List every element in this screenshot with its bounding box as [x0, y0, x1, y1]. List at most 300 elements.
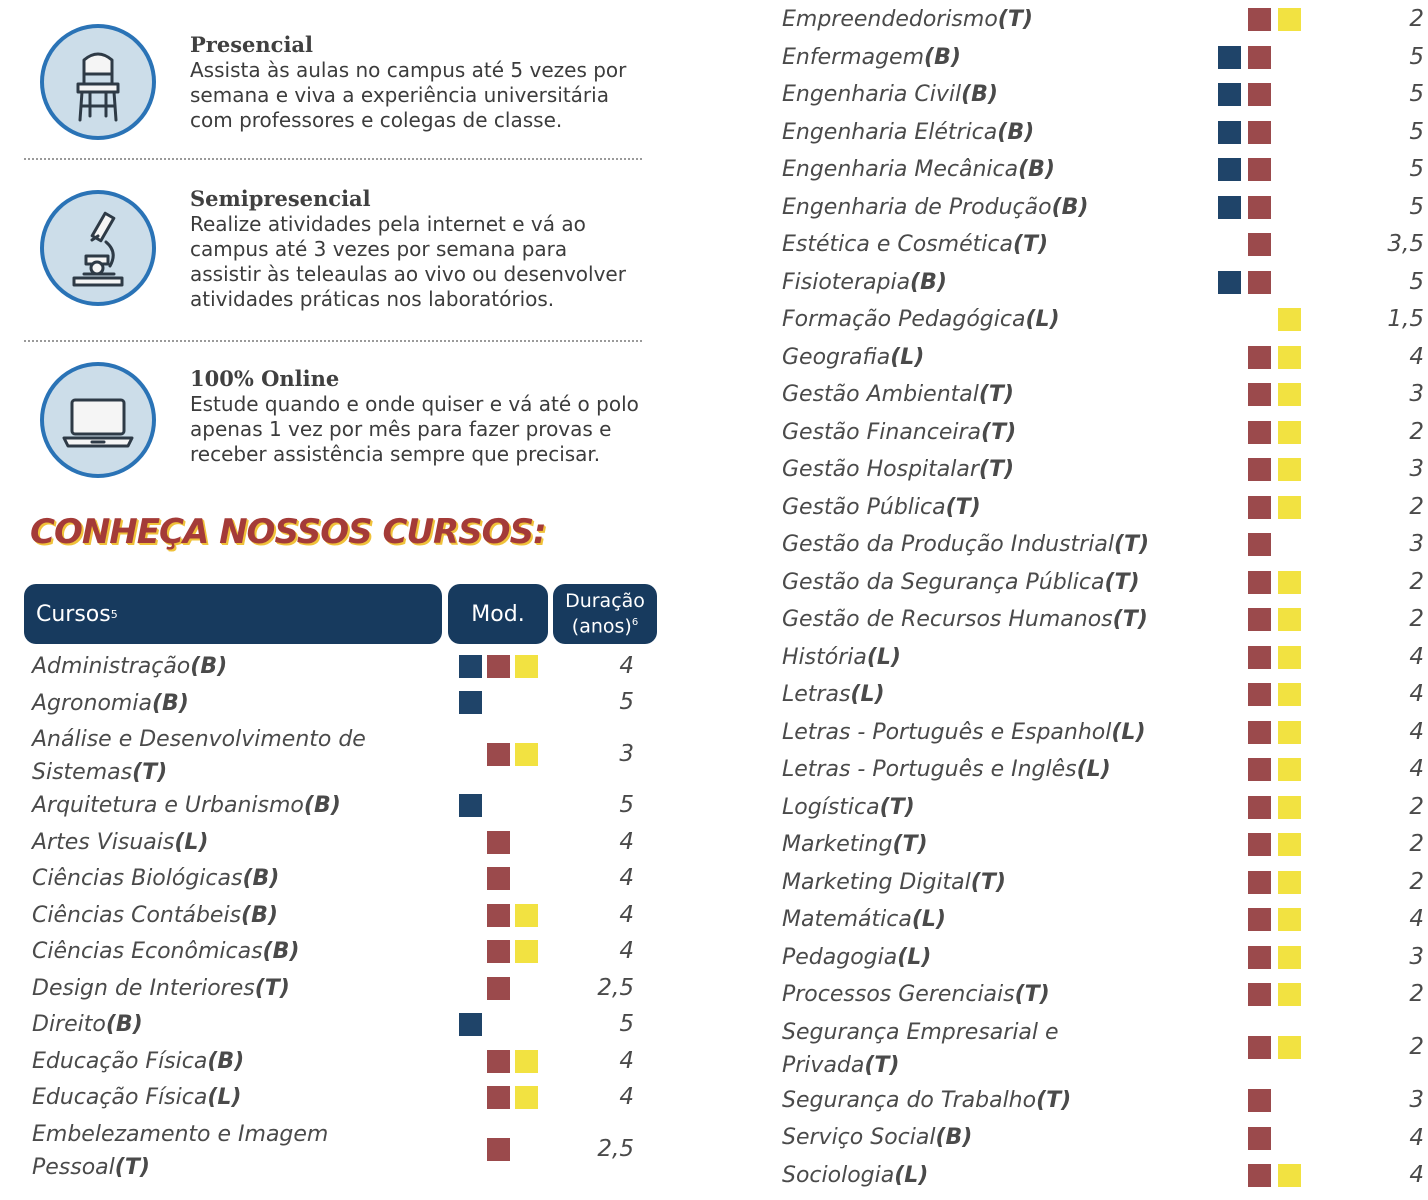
course-row — [782, 791, 1422, 829]
modality-square-b — [459, 691, 482, 714]
course-type: (L) — [207, 1085, 242, 1111]
course-type: (T) — [114, 1154, 150, 1180]
modality-square-p — [1248, 758, 1271, 781]
modality-square-p — [1248, 833, 1271, 856]
mode-title: Semipresencial — [190, 186, 371, 211]
laptop-icon — [40, 362, 156, 478]
course-name-text: Engenharia Civil — [782, 82, 962, 107]
course-type: (L) — [890, 344, 925, 370]
course-row — [32, 687, 642, 724]
course-row — [782, 266, 1422, 304]
course-name — [782, 641, 901, 674]
course-name-line2: Sistemas — [32, 760, 133, 785]
modality-square-y — [1278, 571, 1301, 594]
course-duration: 5 — [1409, 268, 1424, 295]
course-duration: 4 — [1409, 1124, 1424, 1151]
course-duration: 4 — [619, 865, 634, 892]
modality-square-y — [1278, 908, 1301, 931]
modality-square-p — [487, 655, 510, 678]
course-row — [782, 753, 1422, 791]
modality-square-p — [1248, 196, 1271, 219]
header-dur-line1: Duração — [565, 589, 645, 612]
course-name — [782, 978, 1050, 1011]
course-row — [32, 862, 642, 899]
modality-square-y — [1278, 646, 1301, 669]
modality-square-p — [487, 940, 510, 963]
course-name-text: Gestão Hospitalar — [782, 457, 979, 482]
modality-square-p — [1248, 233, 1271, 256]
chair-icon — [40, 24, 156, 140]
course-row — [32, 1081, 642, 1118]
modality-square-p — [1248, 533, 1271, 556]
course-type: (L) — [1076, 757, 1111, 782]
modality-square-b — [1218, 46, 1241, 69]
modality-square-y — [1278, 308, 1301, 331]
course-duration: 2 — [1409, 568, 1424, 595]
course-type: (T) — [997, 7, 1033, 32]
course-duration: 3 — [1409, 1087, 1424, 1113]
course-name-text: Segurança do Trabalho — [782, 1087, 1037, 1113]
course-name — [782, 716, 1146, 749]
course-duration: 4 — [619, 901, 634, 928]
modality-square-p — [487, 977, 510, 1000]
mode-semipresencial — [0, 186, 660, 326]
course-name-text: Letras - Português e Inglês — [782, 757, 1077, 782]
course-row — [32, 650, 642, 687]
course-name-text: Direito — [32, 1012, 106, 1038]
course-type: (B) — [935, 1125, 973, 1151]
course-duration: 4 — [619, 1047, 634, 1074]
course-type: (B) — [303, 793, 341, 819]
course-type: (B) — [241, 902, 278, 928]
mode-desc-line: Realize atividades pela internet e vá ao — [190, 212, 586, 236]
course-type: (L) — [1111, 719, 1146, 745]
modality-square-y — [515, 940, 538, 963]
course-duration: 3 — [619, 740, 634, 767]
course-duration: 5 — [1409, 193, 1424, 220]
course-name — [782, 116, 1034, 149]
modality-square-y — [1278, 833, 1301, 856]
course-name-line1: Segurança Empresarial e — [782, 1019, 1059, 1045]
course-name-line1: Embelezamento e Imagem — [32, 1121, 329, 1147]
course-name-text: Marketing — [782, 832, 893, 857]
course-name — [782, 828, 928, 861]
course-type: (B) — [207, 1048, 245, 1074]
course-duration: 2 — [1409, 793, 1424, 820]
course-row — [782, 903, 1422, 941]
mode-presencial — [0, 24, 660, 154]
modality-square-y — [1278, 1164, 1301, 1187]
mode-desc-line: Assista às aulas no campus até 5 vezes por — [190, 58, 627, 82]
modality-square-p — [1248, 1089, 1271, 1112]
modality-square-p — [1248, 1127, 1271, 1150]
course-duration: 1,5 — [1387, 306, 1424, 333]
course-name — [782, 378, 1014, 411]
modality-square-p — [1248, 646, 1271, 669]
modality-square-y — [1278, 383, 1301, 406]
modality-square-p — [487, 904, 510, 927]
modality-square-y — [1278, 983, 1301, 1006]
mode-desc-line: campus até 3 vezes por semana para — [190, 237, 568, 261]
modality-square-b — [1218, 83, 1241, 106]
course-name-text: Ciências Econômicas — [32, 939, 263, 965]
course-name-text: Agronomia — [32, 690, 152, 716]
course-type: (B) — [242, 866, 280, 892]
course-name-text: Engenharia de Produção — [782, 194, 1052, 220]
modality-square-p — [487, 1086, 510, 1109]
modality-square-p — [1248, 8, 1271, 31]
modality-square-p — [1248, 46, 1271, 69]
modality-square-y — [1278, 1036, 1301, 1059]
course-type: (L) — [174, 829, 209, 855]
mode-online — [0, 362, 660, 492]
course-name — [782, 941, 931, 974]
course-name-text: Ciências Contábeis — [32, 902, 242, 928]
mode-title: 100% Online — [190, 366, 340, 391]
course-duration: 3 — [1409, 456, 1424, 483]
course-row — [782, 1084, 1422, 1122]
modality-square-b — [459, 1013, 482, 1036]
course-name-text: Design de Interiores — [32, 975, 255, 1001]
course-type: (T) — [879, 794, 915, 820]
course-type: (T) — [864, 1052, 900, 1078]
modality-square-p — [1248, 458, 1271, 481]
course-type: (T) — [1012, 232, 1049, 257]
course-row — [782, 453, 1422, 491]
course-type: (T) — [1112, 607, 1148, 632]
course-type: (L) — [850, 682, 885, 707]
modality-square-y — [515, 1050, 538, 1073]
modality-square-p — [1248, 158, 1271, 181]
course-row — [782, 1016, 1422, 1084]
course-duration: 2 — [1409, 418, 1424, 445]
course-name — [32, 862, 279, 895]
course-name — [32, 687, 189, 720]
course-row — [32, 723, 642, 789]
header-duracao — [553, 584, 657, 644]
modality-square-y — [515, 1086, 538, 1109]
course-name — [782, 41, 961, 74]
course-row — [32, 826, 642, 863]
course-duration: 3 — [1409, 381, 1424, 408]
mode-title: Presencial — [190, 32, 314, 57]
course-name — [782, 228, 1048, 261]
course-row — [782, 828, 1422, 866]
course-row — [782, 191, 1422, 229]
course-duration: 4 — [1409, 1162, 1424, 1188]
course-type: (L) — [866, 644, 901, 670]
course-row — [32, 972, 642, 1009]
course-row — [782, 566, 1422, 604]
course-duration: 4 — [619, 1084, 634, 1111]
header-mod-label: Mod. — [471, 601, 525, 627]
course-duration: 2 — [1409, 831, 1424, 858]
modality-square-p — [1248, 871, 1271, 894]
modality-square-y — [1278, 796, 1301, 819]
modality-square-p — [1248, 421, 1271, 444]
course-row — [782, 603, 1422, 641]
mode-desc-line: apenas 1 vez por mês para fazer provas e — [190, 417, 612, 441]
modality-square-b — [1218, 271, 1241, 294]
modality-square-p — [1248, 946, 1271, 969]
course-name — [782, 266, 947, 299]
modality-square-p — [1248, 383, 1271, 406]
course-duration: 3 — [1409, 943, 1424, 970]
course-name-text: Serviço Social — [782, 1125, 936, 1151]
microscope-icon — [40, 190, 156, 306]
mode-desc-line: semana e viva a experiência universitária — [190, 83, 609, 107]
course-name-line2: Pessoal — [32, 1154, 115, 1180]
modality-square-y — [515, 655, 538, 678]
course-row — [782, 228, 1422, 266]
course-name — [32, 935, 299, 968]
course-row — [782, 3, 1422, 41]
course-duration: 4 — [1409, 643, 1424, 670]
modality-square-p — [1248, 571, 1271, 594]
modality-square-p — [1248, 683, 1271, 706]
course-type: (B) — [262, 939, 300, 965]
course-duration: 4 — [619, 652, 634, 679]
course-name-text: Empreendedorismo — [782, 7, 998, 32]
course-type: (B) — [151, 690, 189, 716]
course-name — [782, 903, 946, 936]
modality-square-p — [1248, 121, 1271, 144]
course-name — [32, 972, 290, 1005]
course-name — [32, 1045, 244, 1078]
course-name-text: Administração — [32, 654, 191, 679]
course-row — [782, 1159, 1422, 1197]
course-name — [782, 566, 1140, 599]
modality-square-p — [487, 1138, 510, 1161]
course-duration: 2 — [1409, 6, 1424, 33]
course-duration: 3 — [1409, 531, 1424, 558]
modality-square-b — [459, 794, 482, 817]
course-type: (T) — [1113, 532, 1150, 557]
course-duration: 2,5 — [597, 1135, 634, 1162]
course-row — [782, 678, 1422, 716]
modality-square-b — [1218, 196, 1241, 219]
course-name — [782, 153, 1055, 186]
course-name-text: Marketing Digital — [782, 869, 971, 895]
course-type: (T) — [978, 382, 1014, 407]
course-name — [782, 191, 1088, 224]
header-cursos — [24, 584, 442, 644]
course-name — [782, 1084, 1071, 1117]
modality-square-p — [1248, 608, 1271, 631]
header-dur-line2-text: (anos) — [571, 615, 632, 638]
course-duration: 4 — [1409, 718, 1424, 745]
course-row — [782, 78, 1422, 116]
course-name-text: Artes Visuais — [32, 829, 175, 855]
course-duration: 5 — [1409, 156, 1424, 183]
modality-square-y — [1278, 346, 1301, 369]
course-name-text: Engenharia Mecânica — [782, 157, 1019, 182]
course-duration: 5 — [619, 1011, 634, 1038]
course-row — [782, 866, 1422, 904]
modality-square-p — [1248, 721, 1271, 744]
course-duration: 2 — [1409, 493, 1424, 520]
course-name-text: História — [782, 644, 867, 670]
course-duration: 5 — [619, 792, 634, 819]
course-type: (T) — [254, 975, 290, 1001]
course-row — [782, 303, 1422, 341]
course-name-text: Estética e Cosmética — [782, 232, 1013, 257]
course-name-text: Processos Gerenciais — [782, 982, 1015, 1007]
mode-desc-line: receber assistência sempre que precisar. — [190, 442, 601, 466]
course-name — [782, 528, 1149, 561]
course-type: (L) — [1025, 307, 1060, 332]
course-duration: 5 — [1409, 43, 1424, 70]
course-name-text: Letras - Português e Espanhol — [782, 719, 1112, 745]
mode-text — [190, 32, 660, 133]
course-name-line2: Privada — [782, 1052, 865, 1078]
course-row — [782, 1121, 1422, 1159]
course-name — [782, 1159, 928, 1192]
modality-square-p — [1248, 1036, 1271, 1059]
course-duration: 2 — [1409, 981, 1424, 1008]
course-type: (L) — [894, 1162, 929, 1188]
course-duration: 5 — [1409, 81, 1424, 108]
course-row — [32, 899, 642, 936]
course-name-text: Educação Física — [32, 1085, 208, 1111]
modality-square-y — [1278, 421, 1301, 444]
mode-text — [190, 186, 660, 312]
course-type: (B) — [1018, 157, 1055, 182]
course-name — [782, 453, 1014, 486]
modality-square-y — [1278, 496, 1301, 519]
course-row — [782, 978, 1422, 1016]
course-type: (T) — [1014, 982, 1050, 1007]
course-row — [782, 378, 1422, 416]
mode-desc-line: assistir às teleaulas ao vivo ou desenvolver — [190, 262, 626, 286]
course-name-text: Matemática — [782, 907, 912, 932]
course-name-text: Fisioterapia — [782, 269, 911, 295]
course-duration: 4 — [619, 938, 634, 965]
modality-square-p — [1248, 796, 1271, 819]
course-type: (B) — [997, 119, 1035, 145]
course-type: (T) — [970, 869, 1006, 895]
course-name-text: Gestão Pública — [782, 494, 946, 520]
modality-square-b — [1218, 121, 1241, 144]
course-name-text: Enfermagem — [782, 44, 925, 70]
course-name — [782, 603, 1148, 636]
course-name — [782, 341, 924, 374]
modality-square-p — [1248, 908, 1271, 931]
course-duration: 2 — [1409, 1034, 1424, 1061]
course-name-text: Ciências Biológicas — [32, 866, 243, 892]
modality-square-y — [1278, 946, 1301, 969]
course-type: (B) — [190, 654, 228, 679]
course-duration: 5 — [619, 689, 634, 716]
course-row — [782, 341, 1422, 379]
modality-square-y — [515, 904, 538, 927]
course-type: (T) — [981, 419, 1017, 445]
course-name — [32, 789, 341, 822]
course-type: (B) — [961, 82, 998, 107]
course-name-text: Gestão Ambiental — [782, 382, 979, 407]
course-duration: 4 — [619, 828, 634, 855]
modality-square-p — [1248, 983, 1271, 1006]
course-type: (B) — [105, 1012, 143, 1038]
modality-square-y — [1278, 458, 1301, 481]
modality-square-b — [1218, 158, 1241, 181]
course-name — [32, 826, 208, 859]
course-row — [782, 153, 1422, 191]
divider — [24, 340, 642, 342]
course-row — [32, 935, 642, 972]
modality-square-p — [1248, 346, 1271, 369]
course-name-text: Logística — [782, 794, 880, 820]
course-type: (B) — [924, 44, 961, 70]
course-row — [32, 1118, 642, 1184]
course-row — [782, 716, 1422, 754]
course-type: (T) — [132, 760, 168, 785]
course-duration: 2 — [1409, 868, 1424, 895]
course-type: (L) — [911, 907, 946, 932]
course-row — [32, 1045, 642, 1082]
course-type: (T) — [1104, 569, 1140, 595]
course-name-text: Sociologia — [782, 1162, 895, 1188]
mode-desc-line: atividades práticas nos laboratórios. — [190, 287, 555, 311]
modality-square-p — [1248, 83, 1271, 106]
course-row — [782, 641, 1422, 679]
course-name — [782, 678, 885, 711]
course-row — [782, 116, 1422, 154]
course-name — [782, 753, 1111, 786]
course-row — [782, 41, 1422, 79]
course-row — [32, 1008, 642, 1045]
modality-square-y — [515, 743, 538, 766]
divider — [24, 158, 642, 160]
modality-square-y — [1278, 608, 1301, 631]
course-type: (T) — [892, 832, 928, 857]
course-name-text: Geografia — [782, 344, 891, 370]
course-name — [782, 303, 1060, 336]
header-dur-line2 — [572, 612, 638, 637]
course-row — [782, 416, 1422, 454]
course-name — [782, 1121, 972, 1154]
header-cursos-label: Cursos — [36, 601, 111, 627]
course-name — [32, 650, 227, 683]
course-type: (B) — [910, 269, 947, 295]
course-name — [32, 1118, 328, 1184]
modality-square-y — [1278, 683, 1301, 706]
modality-square-p — [487, 743, 510, 766]
course-row — [32, 789, 642, 826]
header-dur-sup: 6 — [631, 616, 639, 628]
course-duration: 4 — [1409, 906, 1424, 933]
mode-desc-line: Estude quando e onde quiser e vá até o polo — [190, 392, 639, 416]
mode-description — [190, 392, 660, 467]
course-name-text: Formação Pedagógica — [782, 307, 1026, 332]
course-row — [782, 941, 1422, 979]
modality-square-p — [487, 1050, 510, 1073]
mode-text — [190, 366, 660, 467]
course-name-text: Gestão Financeira — [782, 419, 982, 445]
course-name — [32, 899, 278, 932]
mode-description — [190, 212, 660, 312]
modality-square-y — [1278, 758, 1301, 781]
course-name — [32, 1081, 241, 1114]
course-name-text: Educação Física — [32, 1048, 208, 1074]
course-name-text: Letras — [782, 682, 851, 707]
course-name-text: Gestão da Segurança Pública — [782, 569, 1105, 595]
modality-square-y — [1278, 8, 1301, 31]
course-row — [782, 491, 1422, 529]
modality-square-p — [1248, 1164, 1271, 1187]
course-type: (B) — [1051, 194, 1089, 220]
modality-square-p — [1248, 271, 1271, 294]
